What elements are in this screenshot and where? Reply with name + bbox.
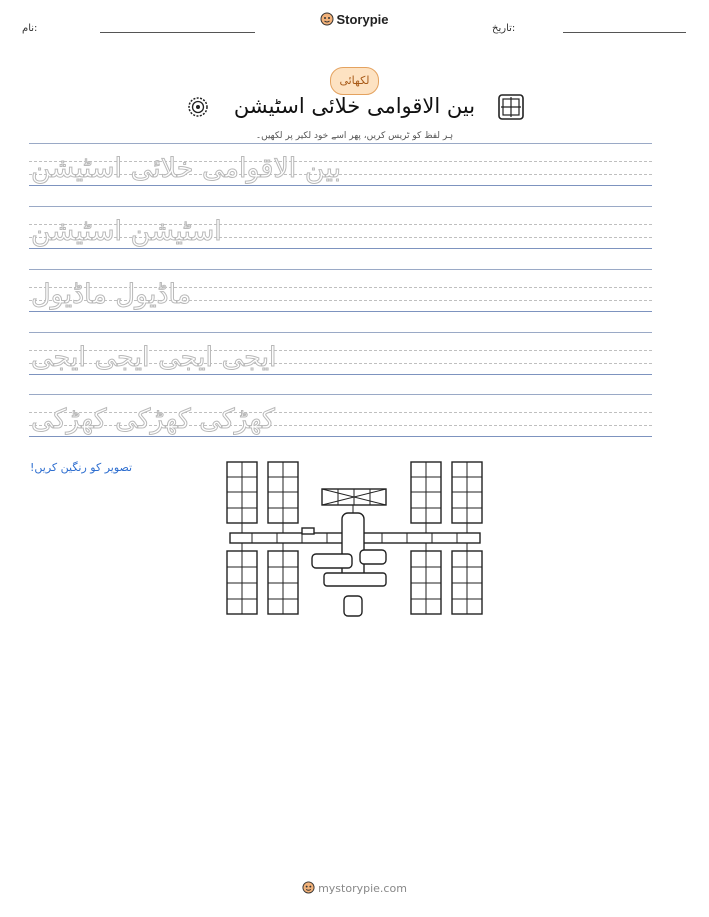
page-title: بین الاقوامی خلائی اسٹیشن [233,94,476,118]
trace-text: ماڈیول ماڈیول [31,279,192,310]
trace-row[interactable] [29,143,652,187]
footer[interactable] [0,881,709,895]
storypie-logo-icon [302,881,315,894]
category-badge: لکھائی [330,67,379,95]
coloring-prompt: تصویر کو رنگین کریں! [30,461,133,474]
instruction: ہر لفظ کو ٹریس کریں، پھر اسے خود لکیر پر لکھیں۔ [255,131,454,141]
date-line[interactable] [563,32,686,33]
trace-text: ایجی ایجی ایجی ایجی [31,342,277,373]
trace-row[interactable] [29,394,652,438]
space-station-icon[interactable] [222,458,488,626]
trace-text: اسٹیشن اسٹیشن [31,216,222,247]
name-label: نام: [22,23,38,34]
storypie-logo-icon [320,12,334,26]
trace-text: کھڑکی کھڑکی کھڑکی [31,404,275,435]
trace-row[interactable] [29,332,652,376]
footer-link[interactable]: mystorypie.com [318,882,407,895]
brand-name: Storypie [336,12,389,27]
name-line[interactable] [100,32,255,33]
date-label: تاریخ: [492,23,516,34]
trace-row[interactable] [29,269,652,313]
trace-row[interactable] [29,206,652,250]
trace-text: بین الاقوامی خلائی اسٹیشن [31,153,342,184]
solar-panel-icon [497,93,525,121]
brand [0,12,709,27]
